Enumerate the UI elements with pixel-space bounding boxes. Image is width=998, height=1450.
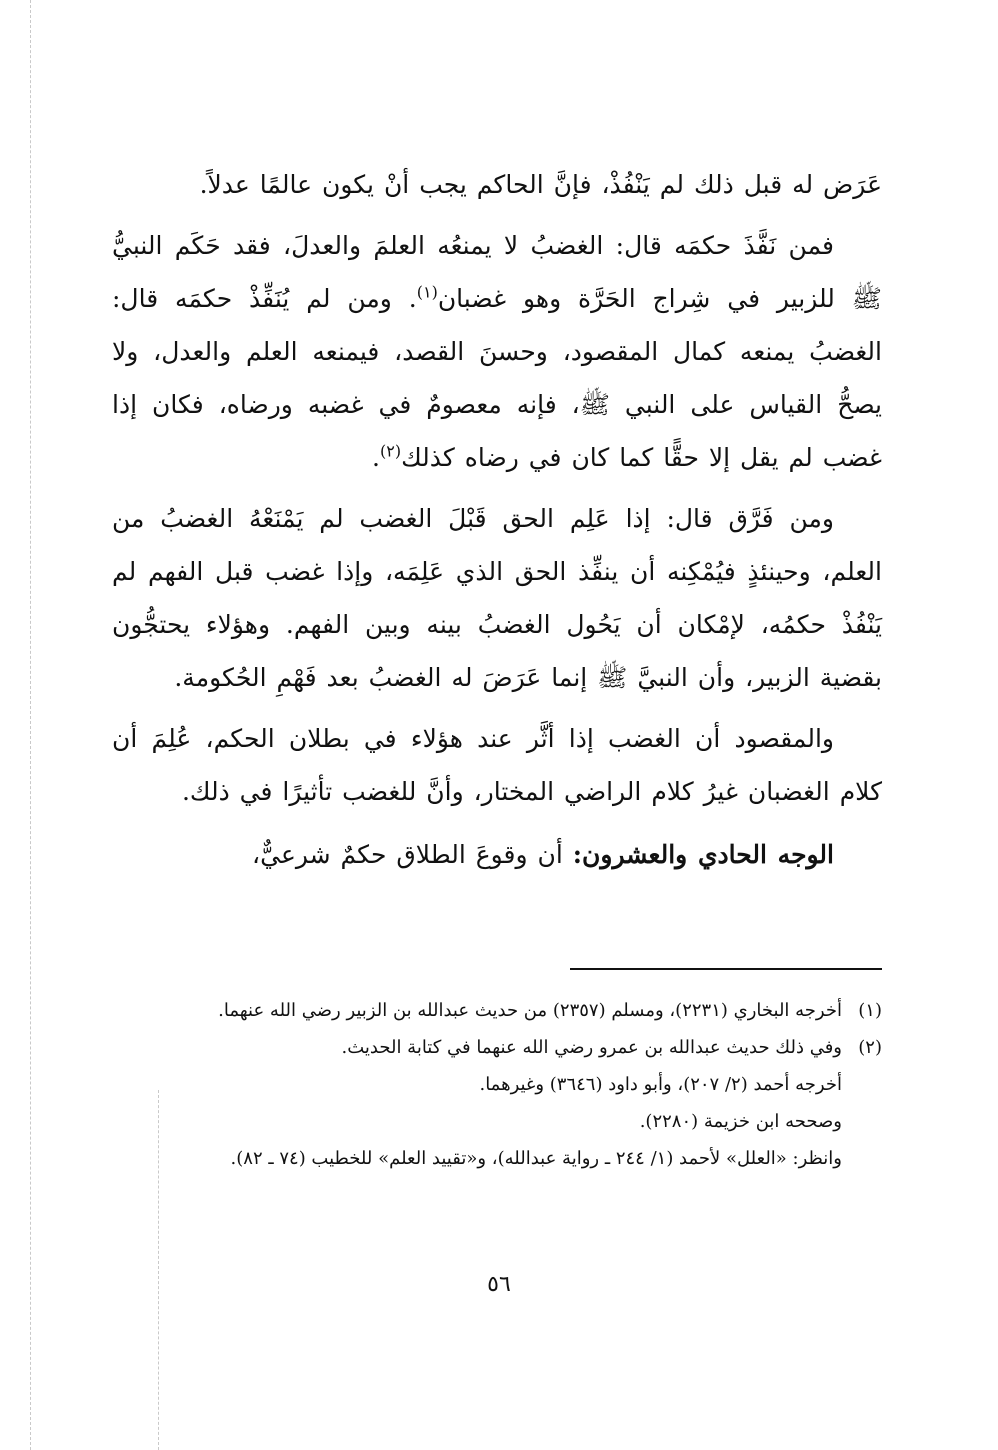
footnote-body bbox=[112, 1029, 842, 1177]
body-paragraph bbox=[112, 492, 882, 704]
page-number: ٥٦ bbox=[487, 1272, 511, 1297]
footnote-line: وصححه ابن خزيمة (٢٢٨٠). bbox=[639, 1111, 842, 1132]
footnotes bbox=[112, 992, 882, 1177]
paragraph-text: . bbox=[372, 443, 380, 472]
body-paragraph bbox=[112, 712, 882, 818]
footnote-number: (٢) bbox=[858, 1037, 882, 1058]
paragraph-text: فمن نَفَّذَ حكمَه قال: الغضبُ لا يمنعُه العلمَ والعدلَ، فقد حَكَم النبيُّ ﷺ للزبير في شِراج الحَرَّة وهو غضبان bbox=[112, 231, 883, 313]
footnote-line: وفي ذلك حديث عبدالله بن عمرو رضي الله عنهما في كتابة الحديث. bbox=[341, 1037, 842, 1058]
section-heading-paragraph bbox=[112, 828, 882, 881]
footnote-line: أخرجه البخاري (٢٢٣١)، ومسلم (٢٣٥٧) من حديث عبدالله بن الزبير رضي الله عنهما. bbox=[218, 1000, 842, 1021]
footnote-reference: (١) bbox=[416, 282, 438, 302]
footnote bbox=[112, 992, 882, 1029]
footnote-line: وانظر: «العلل» لأحمد (١/ ٢٤٤ ـ رواية عبدالله)، و«تقييد العلم» للخطيب (٧٤ ـ ٨٢). bbox=[230, 1148, 842, 1169]
page-body bbox=[112, 158, 882, 889]
paragraph-text: أن وقوعَ الطلاق حكمٌ شرعيٌّ، bbox=[252, 840, 573, 869]
scan-mark-left bbox=[30, 0, 31, 1450]
paragraph-text: والمقصود أن الغضب إذا أثَّر عند هؤلاء في بطلان الحكم، عُلِمَ أن كلام الغضبان غيرُ كلام الراضي المختار، وأنَّ للغضب تأثيرًا في ذلك. bbox=[112, 724, 882, 806]
footnote-line: أخرجه أحمد (٢/ ٢٠٧)، وأبو داود (٣٦٤٦) وغيرهما. bbox=[479, 1074, 842, 1095]
footnote-body bbox=[112, 992, 842, 1029]
body-paragraph bbox=[112, 158, 882, 211]
paragraph-text: عَرَض له قبل ذلك لم يَنْفُذْ، فإنَّ الحاكم يجب أنْ يكون عالمًا عدلاً. bbox=[199, 170, 882, 199]
body-paragraph bbox=[112, 219, 882, 484]
paragraph-text: ومن فَرَّق قال: إذا عَلِم الحق قَبْلَ الغضب لم يَمْنَعْهُ الغضبُ من العلم، وحينئذٍ فيُمْكِنه أن ينفِّذ الحق الذي عَلِمَه، وإذا غضب قبل الفهم لم يَنْفُذْ حكمُه، لإمْكان أن يَحُول الغضبُ بينه وبين الفهم. وهؤلاء يحتجُّون بقضية الزبير، وأن النبيَّ ﷺ إنما عَرَضَ له الغضبُ بعد فَهْمِ الحُكومة. bbox=[112, 504, 882, 692]
paragraph-text: . ومن لم يُنَفِّذْ حكمَه قال: الغضبُ يمنعه كمال المقصود، وحسنَ القصد، فيمنعه العلم والعدل، ولا يصحُّ القياس على النبي ﷺ، فإنه معصومٌ في غضبه ورضاه، فكان إذا غضب لم يقل إلا حقًّا كما كان في رضاه كذلك bbox=[112, 284, 883, 472]
section-heading: الوجه الحادي والعشرون: bbox=[572, 840, 834, 869]
footnote-reference: (٢) bbox=[380, 441, 402, 461]
footnote-number: (١) bbox=[858, 1000, 882, 1021]
footnote bbox=[112, 1029, 882, 1177]
footnote-separator bbox=[570, 968, 882, 970]
